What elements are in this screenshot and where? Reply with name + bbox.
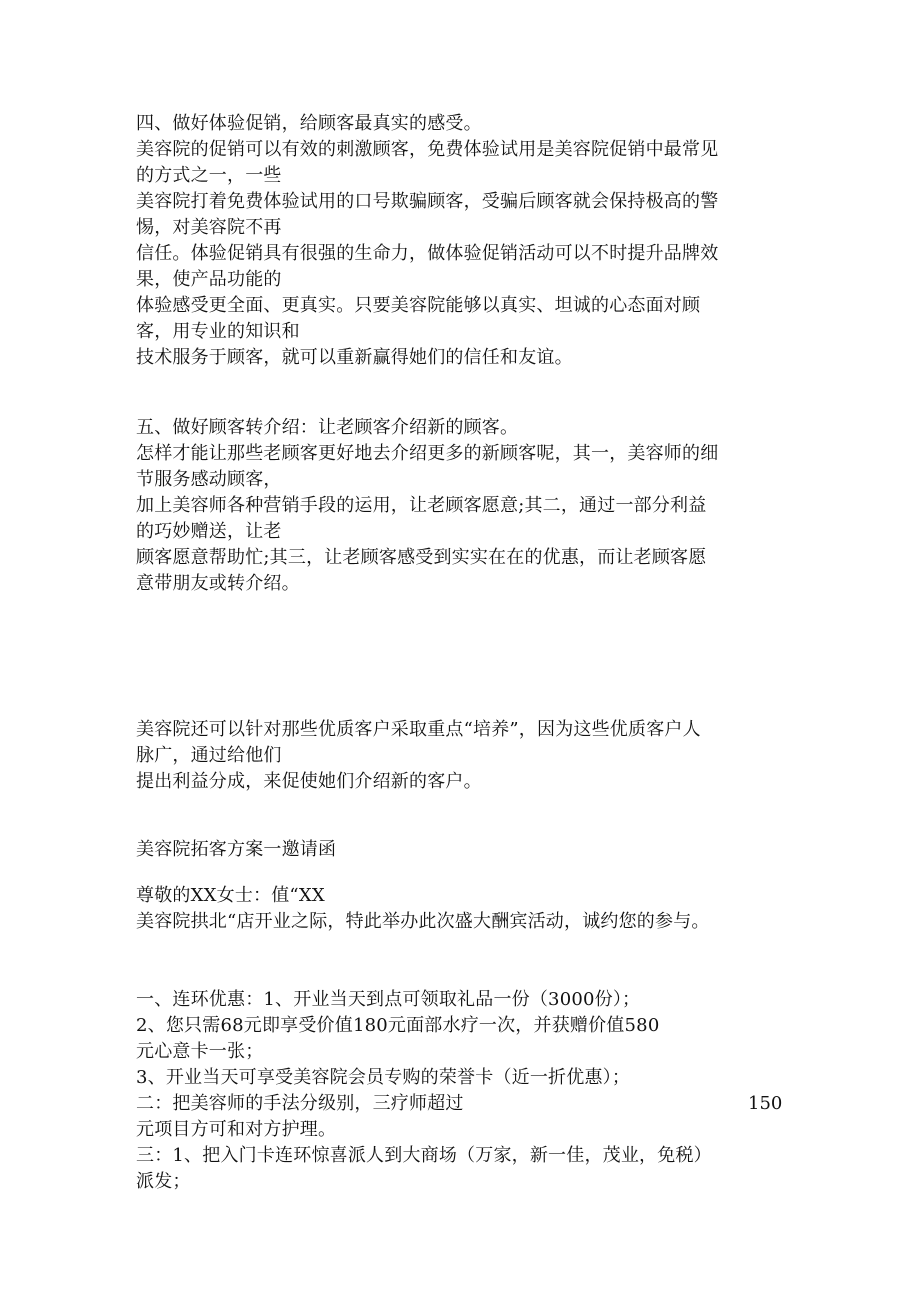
section4-line: 美容院的促销可以有效的刺激顾客，免费体验试用是美容院促销中最常见 [136,139,719,160]
section4-title: 四、做好体验促销，给顾客最真实的感受。 [136,113,482,134]
threshold-amount: 150 [748,1093,783,1114]
section5-line: 顾客愿意帮助忙;其三，让老顾客感受到实实在在的优惠，而让老顾客愿 [136,547,707,568]
offer-line: 元项目方可和对方护理。 [136,1119,337,1140]
cultivate-line: 美容院还可以针对那些优质客户采取重点“培养”，因为这些优质客户人 [136,719,701,740]
invitation-body: 美容院拱北“店开业之际，特此举办此次盛大酬宾活动，诚约您的参与。 [136,911,710,932]
section5-line: 意带朋友或转介绍。 [136,573,300,594]
section4-line: 客，用专业的知识和 [136,321,300,342]
offer-line: 元心意卡一张； [136,1041,264,1062]
section4-line: 信任。体验促销具有很强的生命力，做体验促销活动可以不时提升品牌效 [136,243,719,264]
cultivate-line: 提出利益分成，来促使她们介绍新的客户。 [136,771,482,792]
offer-line: 派发； [136,1171,191,1192]
section5-line: 加上美容师各种营销手段的运用，让老顾客愿意;其二，通过一部分利益 [136,495,707,516]
section4-line: 技术服务于顾客，就可以重新赢得她们的信任和友谊。 [136,347,573,368]
section4-line: 惕，对美容院不再 [136,217,282,238]
section5-line: 怎样才能让那些老顾客更好地去介绍更多的新顾客呢，其一，美容师的细 [136,443,719,464]
offer-line: 一、连环优惠：1、开业当天到点可领取礼品一份（3000份）； [136,989,641,1010]
offer-line: 三：1、把入门卡连环惊喜派人到大商场（万家，新一佳，茂业，免税） [136,1145,712,1166]
invitation-greeting: 尊敬的XX女士：值“XX [136,885,325,906]
section4-line: 的方式之一，一些 [136,165,282,186]
invitation-title: 美容院拓客方案一邀请函 [136,839,337,860]
offer-line: 3、开业当天可享受美容院会员专购的荣誉卡（近一折优惠）； [136,1067,631,1088]
offer-line: 2、您只需68元即享受价值180元面部水疗一次，并获赠价值580 [136,1015,660,1036]
section4-line: 果，使产品功能的 [136,269,282,290]
offer-line: 二：把美容师的手法分级别，三疗师超过 [136,1093,464,1114]
section4-line: 美容院打着免费体验试用的口号欺骗顾客，受骗后顾客就会保持极高的警 [136,191,719,212]
section4-line: 体验感受更全面、更真实。只要美容院能够以真实、坦诚的心态面对顾 [136,295,701,316]
section5-line: 的巧妙赠送，让老 [136,521,282,542]
section5-title: 五、做好顾客转介绍：让老顾客介绍新的顾客。 [136,417,519,438]
section5-line: 节服务感动顾客， [136,469,282,490]
cultivate-line: 脉广，通过给他们 [136,745,282,766]
